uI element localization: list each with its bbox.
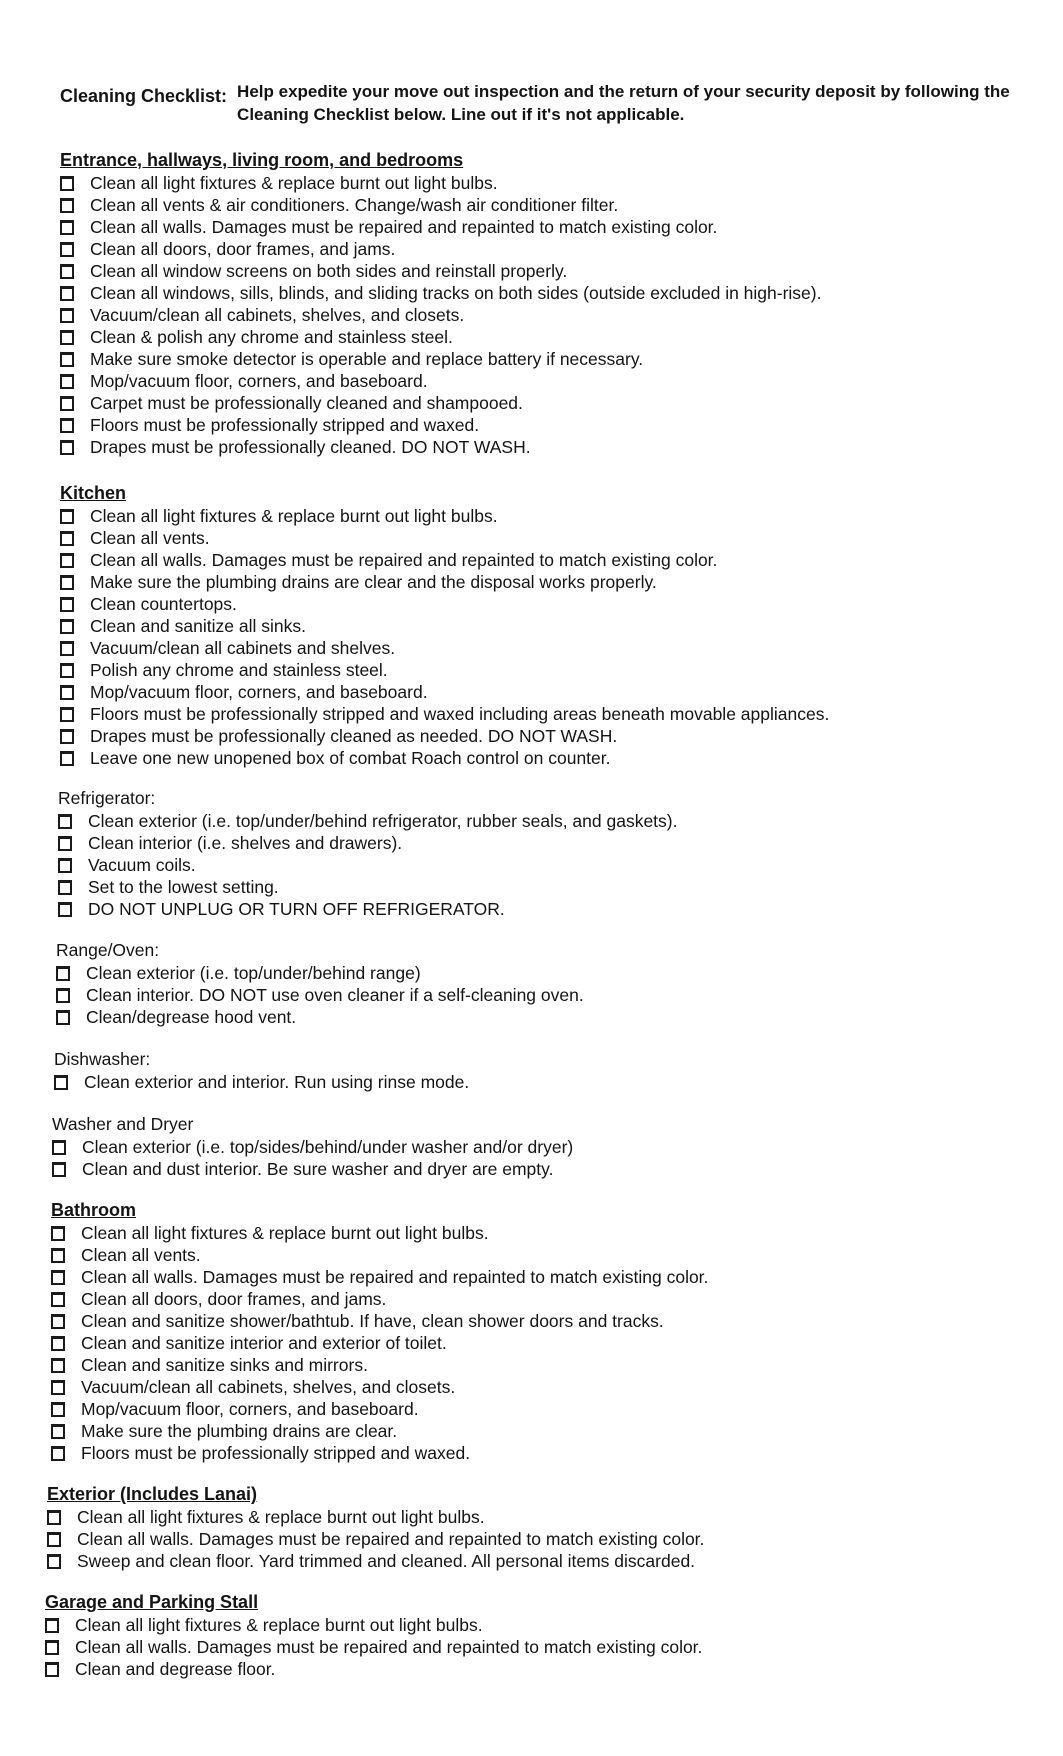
checklist-header: [60, 80, 1020, 126]
checklist-item[interactable]: [60, 172, 821, 194]
section-title-exterior: Exterior (Includes Lanai): [47, 1484, 258, 1504]
checkbox-icon[interactable]: [51, 1314, 65, 1329]
checklist-item[interactable]: [60, 527, 829, 549]
checkbox-icon[interactable]: [60, 176, 74, 191]
checkbox-icon[interactable]: [51, 1270, 65, 1285]
checkbox-icon[interactable]: [51, 1358, 65, 1373]
checklist-item-label: Clean/degrease hood vent.: [86, 1007, 297, 1027]
checkbox-icon[interactable]: [60, 619, 74, 634]
checklist-item-label: Clean all walls. Damages must be repaired and repainted to match existing color.: [77, 1529, 705, 1549]
checklist-item-label: Clean & polish any chrome and stainless steel.: [90, 327, 453, 347]
checkbox-icon[interactable]: [51, 1292, 65, 1307]
checklist-item-label: Clean and dust interior. Be sure washer and dryer are empty.: [82, 1159, 554, 1179]
section-title-garage: Garage and Parking Stall: [45, 1592, 259, 1612]
checklist-item-label: Clean all light fixtures & replace burnt out light bulbs.: [90, 173, 498, 193]
checklist-item-label: Clean all light fixtures & replace burnt out light bulbs.: [81, 1223, 489, 1243]
checkbox-icon[interactable]: [45, 1618, 59, 1633]
checklist-item-label: Clean all vents.: [90, 528, 210, 548]
checkbox-icon[interactable]: [47, 1532, 61, 1547]
section-kitchen: [60, 483, 829, 769]
section-title-range-oven: Range/Oven:: [56, 940, 160, 960]
checklist-item[interactable]: [45, 1658, 702, 1680]
checklist-item[interactable]: [47, 1550, 704, 1572]
checkbox-icon[interactable]: [58, 902, 72, 917]
checkbox-icon[interactable]: [60, 352, 74, 367]
checkbox-icon[interactable]: [60, 509, 74, 524]
checklist-item[interactable]: [60, 414, 821, 436]
checklist-item-label: Clean all light fixtures & replace burnt out light bulbs.: [77, 1507, 485, 1527]
checklist-item[interactable]: [51, 1222, 708, 1244]
checklist-item-label: Leave one new unopened box of combat Roach control on counter.: [90, 748, 611, 768]
checklist-item[interactable]: [60, 304, 821, 326]
checklist-item[interactable]: [47, 1506, 704, 1528]
checkbox-icon[interactable]: [60, 198, 74, 213]
checkbox-icon[interactable]: [60, 597, 74, 612]
checklist-item[interactable]: [51, 1420, 708, 1442]
checkbox-icon[interactable]: [58, 880, 72, 895]
checklist-item-label: Make sure the plumbing drains are clear and the disposal works properly.: [90, 572, 657, 592]
checkbox-icon[interactable]: [60, 418, 74, 433]
checklist-item-label: Clean and sanitize interior and exterior of toilet.: [81, 1333, 447, 1353]
checklist-item[interactable]: [60, 637, 829, 659]
checkbox-icon[interactable]: [60, 308, 74, 323]
checklist-item-label: Vacuum/clean all cabinets, shelves, and closets.: [81, 1377, 456, 1397]
checklist-item[interactable]: [51, 1288, 708, 1310]
checkbox-icon[interactable]: [51, 1402, 65, 1417]
section-refrigerator: [58, 788, 678, 920]
checklist-item[interactable]: [58, 832, 678, 854]
checkbox-icon[interactable]: [60, 575, 74, 590]
checklist-item-label: Clean all doors, door frames, and jams.: [90, 239, 396, 259]
section-title-bathroom: Bathroom: [51, 1200, 136, 1220]
checklist-item-label: Set to the lowest setting.: [88, 877, 279, 897]
checkbox-icon[interactable]: [58, 814, 72, 829]
checkbox-icon[interactable]: [51, 1336, 65, 1351]
checklist-item-label: Clean exterior (i.e. top/sides/behind/under washer and/or dryer): [82, 1137, 574, 1157]
checklist-item[interactable]: [51, 1310, 708, 1332]
checkbox-icon[interactable]: [60, 330, 74, 345]
checklist-item-label: Make sure the plumbing drains are clear.: [81, 1421, 398, 1441]
checklist-item[interactable]: [58, 898, 678, 920]
checklist-item[interactable]: [56, 984, 584, 1006]
checklist-item[interactable]: [60, 194, 821, 216]
checklist-item-label: Clean all windows, sills, blinds, and sliding tracks on both sides (outside excluded in high-rise).: [90, 283, 822, 303]
checklist-item-label: Clean interior (i.e. shelves and drawers).: [88, 833, 403, 853]
checklist-item[interactable]: [60, 659, 829, 681]
checklist-item[interactable]: [60, 505, 829, 527]
checklist-item[interactable]: [60, 747, 829, 769]
checkbox-icon[interactable]: [51, 1226, 65, 1241]
checklist-item[interactable]: [51, 1354, 708, 1376]
checklist-item-label: Clean all window screens on both sides and reinstall properly.: [90, 261, 568, 281]
section-washer-dryer: [52, 1114, 573, 1180]
checklist-item[interactable]: [60, 593, 829, 615]
checklist-item-label: Mop/vacuum floor, corners, and baseboard.: [90, 682, 428, 702]
checklist-item[interactable]: [60, 392, 821, 414]
section-title-refrigerator: Refrigerator:: [58, 788, 156, 808]
checklist-item[interactable]: [45, 1614, 702, 1636]
checklist-item[interactable]: [58, 810, 678, 832]
checklist-item-label: Clean exterior (i.e. top/under/behind refrigerator, rubber seals, and gaskets).: [88, 811, 678, 831]
checklist-item-label: Clean all vents.: [81, 1245, 201, 1265]
checkbox-icon[interactable]: [51, 1248, 65, 1263]
checklist-item[interactable]: [56, 1006, 584, 1028]
checklist-item-label: Floors must be professionally stripped and waxed including areas beneath movable appliances.: [90, 704, 830, 724]
checklist-item-label: Floors must be professionally stripped and waxed.: [81, 1443, 471, 1463]
checklist-item-label: Clean all walls. Damages must be repaired and repainted to match existing color.: [90, 550, 718, 570]
checklist-item-label: Clean all vents & air conditioners. Change/wash air conditioner filter.: [90, 195, 619, 215]
checklist-item[interactable]: [45, 1636, 702, 1658]
checklist-item-label: Mop/vacuum floor, corners, and baseboard.: [90, 371, 428, 391]
checklist-item[interactable]: [58, 854, 678, 876]
checklist-item[interactable]: [60, 703, 829, 725]
checklist-item[interactable]: [56, 962, 584, 984]
checkbox-icon[interactable]: [56, 966, 70, 981]
checkbox-icon[interactable]: [60, 242, 74, 257]
checkbox-icon[interactable]: [60, 553, 74, 568]
checklist-item-label: Vacuum/clean all cabinets and shelves.: [90, 638, 396, 658]
checklist-item[interactable]: [60, 370, 821, 392]
checklist-item-label: Clean countertops.: [90, 594, 237, 614]
checkbox-icon[interactable]: [56, 988, 70, 1003]
checkbox-icon[interactable]: [60, 751, 74, 766]
checkbox-icon[interactable]: [51, 1424, 65, 1439]
checkbox-icon[interactable]: [51, 1380, 65, 1395]
checklist-item[interactable]: [60, 348, 821, 370]
section-title-kitchen: Kitchen: [60, 483, 127, 503]
checklist-item[interactable]: [60, 216, 821, 238]
checkbox-icon[interactable]: [58, 836, 72, 851]
checkbox-icon[interactable]: [52, 1162, 66, 1177]
checklist-item-label: Clean all walls. Damages must be repaired and repainted to match existing color.: [81, 1267, 709, 1287]
checklist-item[interactable]: [51, 1266, 708, 1288]
checkbox-icon[interactable]: [60, 641, 74, 656]
section-bathroom: [51, 1200, 708, 1464]
checklist-item-label: Vacuum coils.: [88, 855, 196, 875]
checklist-item[interactable]: [60, 681, 829, 703]
checkbox-icon[interactable]: [47, 1554, 61, 1569]
section-title-dishwasher: Dishwasher:: [54, 1049, 151, 1069]
checkbox-icon[interactable]: [60, 440, 74, 455]
checklist-item-label: DO NOT UNPLUG OR TURN OFF REFRIGERATOR.: [88, 899, 505, 919]
checklist-item[interactable]: [58, 876, 678, 898]
checklist-item-label: Make sure smoke detector is operable and replace battery if necessary.: [90, 349, 644, 369]
checklist-instructions: Help expedite your move out inspection and the return of your security deposit by following the Cleaning Checklist below. Line out if it's not applicable.: [237, 82, 1010, 124]
checklist-item[interactable]: [52, 1158, 573, 1180]
checklist-item-label: Clean and sanitize sinks and mirrors.: [81, 1355, 368, 1375]
checklist-item[interactable]: [60, 571, 829, 593]
checklist-item[interactable]: [51, 1244, 708, 1266]
checklist-item[interactable]: [51, 1442, 708, 1464]
checkbox-icon[interactable]: [60, 286, 74, 301]
checkbox-icon[interactable]: [45, 1640, 59, 1655]
section-exterior: [47, 1484, 704, 1572]
checklist-item-label: Clean and sanitize all sinks.: [90, 616, 306, 636]
checklist-item[interactable]: [60, 238, 821, 260]
checklist-item-label: Sweep and clean floor. Yard trimmed and cleaned. All personal items discarded.: [77, 1551, 696, 1571]
checklist-item[interactable]: [60, 326, 821, 348]
checklist-item-label: Floors must be professionally stripped and waxed.: [90, 415, 480, 435]
checklist-item-label: Clean exterior and interior. Run using rinse mode.: [84, 1072, 470, 1092]
checkbox-icon[interactable]: [45, 1662, 59, 1677]
checklist-item[interactable]: [60, 282, 821, 304]
checklist-item[interactable]: [54, 1071, 469, 1093]
checkbox-icon[interactable]: [60, 729, 74, 744]
checklist-item[interactable]: [52, 1136, 573, 1158]
checklist-item-label: Clean all walls. Damages must be repaired and repainted to match existing color.: [75, 1637, 703, 1657]
checkbox-icon[interactable]: [60, 531, 74, 546]
checklist-title: Cleaning Checklist:: [60, 86, 228, 106]
checkbox-icon[interactable]: [51, 1446, 65, 1461]
checklist-item[interactable]: [60, 725, 829, 747]
checkbox-icon[interactable]: [52, 1140, 66, 1155]
section-range-oven: [56, 940, 584, 1028]
checklist-item-label: Carpet must be professionally cleaned and shampooed.: [90, 393, 523, 413]
checkbox-icon[interactable]: [60, 663, 74, 678]
checklist-item-label: Clean all doors, door frames, and jams.: [81, 1289, 387, 1309]
section-garage: [45, 1592, 702, 1680]
section-title-washer-dryer: Washer and Dryer: [52, 1114, 194, 1134]
checkbox-icon[interactable]: [60, 707, 74, 722]
checklist-item-label: Clean interior. DO NOT use oven cleaner if a self-cleaning oven.: [86, 985, 584, 1005]
checklist-item[interactable]: [51, 1332, 708, 1354]
checkbox-icon[interactable]: [60, 396, 74, 411]
checklist-item[interactable]: [51, 1376, 708, 1398]
checkbox-icon[interactable]: [47, 1510, 61, 1525]
checklist-item[interactable]: [51, 1398, 708, 1420]
checkbox-icon[interactable]: [60, 685, 74, 700]
checklist-item-label: Drapes must be professionally cleaned as needed. DO NOT WASH.: [90, 726, 618, 746]
checkbox-icon[interactable]: [60, 264, 74, 279]
checklist-item-label: Mop/vacuum floor, corners, and baseboard.: [81, 1399, 419, 1419]
checklist-item-label: Drapes must be professionally cleaned. DO NOT WASH.: [90, 437, 531, 457]
section-title-entrance: Entrance, hallways, living room, and bedrooms: [60, 150, 464, 170]
checklist-item-label: Clean exterior (i.e. top/under/behind range): [86, 963, 421, 983]
section-dishwasher: [54, 1049, 469, 1093]
checkbox-icon[interactable]: [56, 1010, 70, 1025]
checklist-item[interactable]: [60, 615, 829, 637]
checklist-item[interactable]: [47, 1528, 704, 1550]
checklist-item-label: Clean all light fixtures & replace burnt out light bulbs.: [90, 506, 498, 526]
section-entrance: [60, 150, 821, 458]
checklist-item-label: Vacuum/clean all cabinets, shelves, and closets.: [90, 305, 465, 325]
checkbox-icon[interactable]: [60, 374, 74, 389]
checklist-item[interactable]: [60, 549, 829, 571]
checklist-item[interactable]: [60, 436, 821, 458]
checkbox-icon[interactable]: [58, 858, 72, 873]
checklist-item-label: Clean all walls. Damages must be repaired and repainted to match existing color.: [90, 217, 718, 237]
checkbox-icon[interactable]: [54, 1075, 68, 1090]
checklist-item[interactable]: [60, 260, 821, 282]
checklist-item-label: Polish any chrome and stainless steel.: [90, 660, 388, 680]
checklist-item-label: Clean all light fixtures & replace burnt out light bulbs.: [75, 1615, 483, 1635]
checklist-item-label: Clean and sanitize shower/bathtub. If have, clean shower doors and tracks.: [81, 1311, 664, 1331]
checklist-item-label: Clean and degrease floor.: [75, 1659, 276, 1679]
checkbox-icon[interactable]: [60, 220, 74, 235]
